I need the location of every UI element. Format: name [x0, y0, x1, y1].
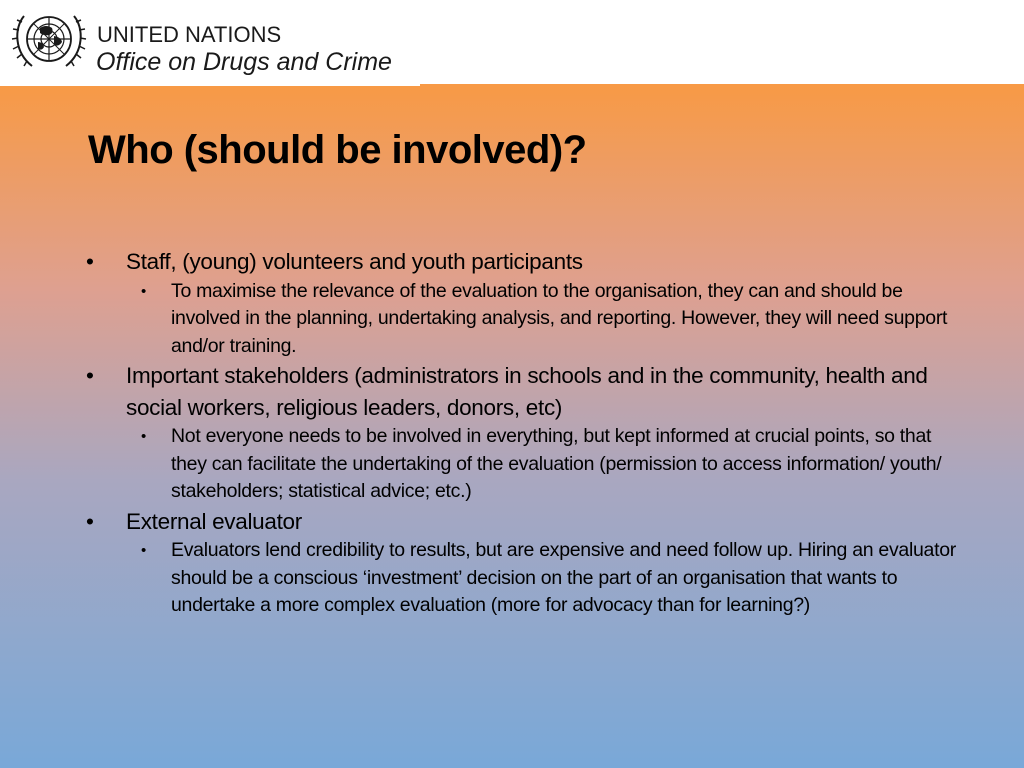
sub-bullet-item: [141, 423, 966, 506]
un-emblem-icon: [10, 6, 88, 74]
sub-bullet-text: To maximise the relevance of the evaluation to the organisation, they can and should be involved in the planning, undertaking analysis, and reporting. However, they will need support and/or training.: [171, 279, 948, 357]
sub-bullet-dot: •: [141, 428, 146, 445]
bullet-text: Important stakeholders (administrators in schools and in the community, health and social workers, religious leaders, donors, etc): [126, 363, 928, 420]
header-logo-area: [0, 0, 420, 86]
bullet-dot: •: [86, 508, 94, 534]
sub-bullet-dot: •: [141, 282, 146, 300]
bullet-text: Staff, (young) volunteers and youth participants: [126, 249, 583, 274]
bullet-text: External evaluator: [126, 508, 302, 534]
sub-bullet-dot: •: [141, 542, 146, 559]
org-name-line1: UNITED NATIONS: [97, 22, 282, 47]
bullet-dot: •: [86, 363, 94, 388]
bullet-item: [86, 360, 966, 423]
org-name-line2: Office on Drugs and Crime: [96, 48, 392, 76]
sub-bullet-text: Not everyone needs to be involved in everything, but kept informed at crucial points, so that they can facilitate the undertaking of the evaluation (permission to access information/ youth/ stakeholders; statistical advice; etc.): [171, 425, 942, 502]
sub-bullet-item: [141, 537, 966, 620]
bullet-item: [86, 246, 966, 278]
bullet-item: [86, 506, 966, 538]
bullet-list: [86, 246, 966, 620]
sub-bullet-text: Evaluators lend credibility to results, but are expensive and need follow up. Hiring an evaluator should be a conscious ‘investment’ decision on the part of an organisation that wants to undertake a more complex evaluation (more for advocacy than for learning?): [171, 539, 956, 616]
slide-title: Who (should be involved)?: [88, 128, 587, 172]
bullet-dot: •: [86, 249, 94, 274]
sub-bullet-item: [141, 278, 966, 361]
